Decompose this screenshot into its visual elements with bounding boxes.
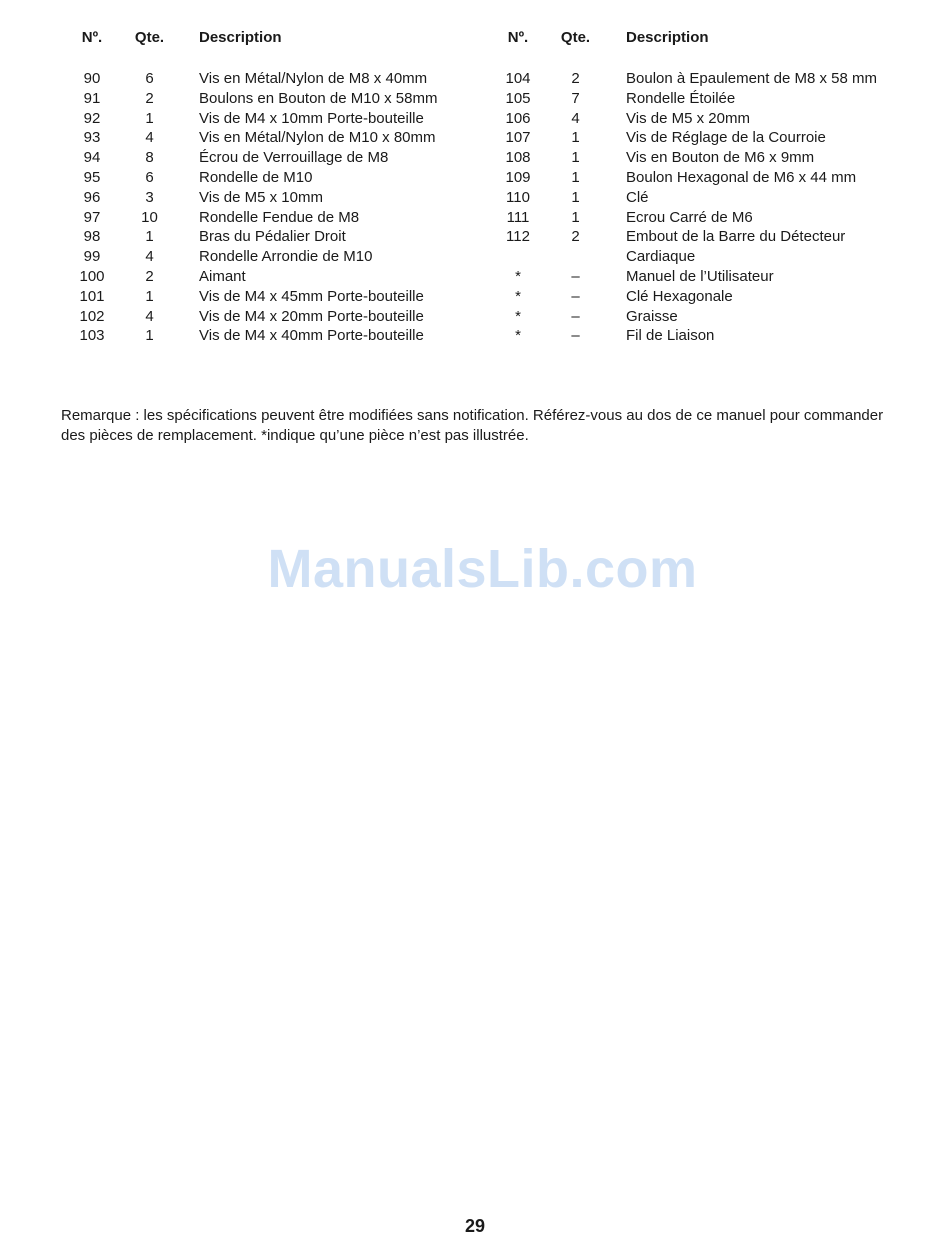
table-row bbox=[488, 287, 898, 307]
part-description: Manuel de l’Utilisateur bbox=[626, 267, 774, 285]
part-number: 110 bbox=[506, 188, 530, 206]
table-row bbox=[488, 128, 898, 148]
part-quantity: 1 bbox=[571, 149, 580, 167]
part-description: Vis de M5 x 10mm bbox=[199, 188, 323, 206]
part-description: Graisse bbox=[626, 307, 678, 325]
part-number: 96 bbox=[83, 188, 101, 206]
part-number: 94 bbox=[83, 149, 101, 167]
part-quantity: 1 bbox=[145, 327, 154, 345]
part-description: Rondelle de M10 bbox=[199, 168, 313, 186]
part-number: 100 bbox=[79, 267, 105, 285]
part-description: Aimant bbox=[199, 267, 246, 285]
part-description: Vis en Métal/Nylon de M10 x 80mm bbox=[199, 129, 436, 147]
part-quantity: 6 bbox=[145, 168, 154, 186]
table-row bbox=[62, 128, 482, 148]
table-row bbox=[488, 168, 898, 188]
part-quantity: 2 bbox=[145, 89, 154, 107]
table-header-left bbox=[62, 28, 482, 48]
part-number: 93 bbox=[83, 129, 101, 147]
table-row bbox=[488, 227, 898, 267]
part-description: Rondelle Fendue de M8 bbox=[199, 208, 360, 226]
table-row bbox=[488, 208, 898, 228]
part-description: Embout de la Barre du Détecteur Cardiaque bbox=[626, 228, 846, 266]
part-description: Clé Hexagonale bbox=[626, 287, 733, 305]
table-row bbox=[62, 109, 482, 129]
part-number: 104 bbox=[505, 70, 531, 87]
part-description: Vis en Métal/Nylon de M8 x 40mm bbox=[199, 70, 428, 87]
table-row bbox=[62, 188, 482, 208]
table-row bbox=[62, 287, 482, 307]
part-number: 92 bbox=[83, 109, 101, 127]
part-number: * bbox=[515, 287, 521, 305]
part-number: 91 bbox=[83, 89, 101, 107]
part-description: Rondelle Arrondie de M10 bbox=[199, 248, 373, 266]
part-quantity: 6 bbox=[145, 70, 154, 87]
part-quantity: – bbox=[571, 327, 580, 345]
part-description: Vis de M5 x 20mm bbox=[626, 109, 750, 127]
table-row bbox=[62, 69, 482, 89]
header-qty: Qte. bbox=[134, 29, 165, 46]
part-quantity: 1 bbox=[145, 228, 154, 246]
table-row bbox=[488, 148, 898, 168]
part-quantity: 7 bbox=[571, 89, 580, 107]
part-quantity: 1 bbox=[571, 188, 580, 206]
table-row bbox=[62, 307, 482, 327]
part-number: 107 bbox=[505, 129, 531, 147]
table-row bbox=[62, 267, 482, 287]
part-number: 106 bbox=[505, 109, 531, 127]
part-number: 112 bbox=[506, 228, 530, 246]
table-row bbox=[488, 307, 898, 327]
table-row bbox=[62, 168, 482, 188]
part-number: * bbox=[515, 307, 521, 325]
header-no: Nº. bbox=[507, 29, 529, 46]
header-description: Description bbox=[199, 29, 282, 46]
table-row bbox=[62, 89, 482, 109]
table-header-right bbox=[488, 28, 898, 48]
part-description: Ecrou Carré de M6 bbox=[626, 208, 753, 226]
part-description: Boulons en Bouton de M10 x 58mm bbox=[199, 89, 438, 107]
table-row bbox=[62, 247, 482, 267]
part-number: 111 bbox=[506, 208, 530, 226]
part-number: * bbox=[515, 327, 521, 345]
parts-table-left bbox=[62, 28, 482, 346]
table-row bbox=[62, 148, 482, 168]
part-description: Vis de Réglage de la Courroie bbox=[626, 129, 826, 147]
part-description: Écrou de Verrouillage de M8 bbox=[199, 149, 389, 167]
part-number: 101 bbox=[79, 287, 105, 305]
table-row bbox=[62, 208, 482, 228]
part-quantity: 4 bbox=[145, 248, 154, 266]
table-row bbox=[488, 326, 898, 346]
part-quantity: 1 bbox=[571, 129, 580, 147]
part-number: 105 bbox=[505, 89, 531, 107]
part-quantity: 4 bbox=[571, 109, 580, 127]
part-description: Vis de M4 x 45mm Porte-bouteille bbox=[199, 287, 424, 305]
part-number: 98 bbox=[83, 228, 101, 246]
part-number: 90 bbox=[83, 70, 101, 87]
header-no: Nº. bbox=[81, 29, 103, 46]
part-quantity: 1 bbox=[145, 287, 154, 305]
table-row bbox=[488, 188, 898, 208]
part-number: 108 bbox=[505, 149, 531, 167]
table-body-right bbox=[488, 69, 898, 346]
part-description: Boulon à Epaulement de M8 x 58 mm bbox=[626, 70, 877, 87]
part-number: 103 bbox=[79, 327, 105, 345]
part-description: Fil de Liaison bbox=[626, 327, 715, 345]
table-row bbox=[488, 89, 898, 109]
part-description: Vis de M4 x 20mm Porte-bouteille bbox=[199, 307, 424, 325]
part-description: Vis de M4 x 10mm Porte-bouteille bbox=[199, 109, 424, 127]
table-row bbox=[62, 326, 482, 346]
part-quantity: 2 bbox=[571, 228, 580, 246]
page-number: 29 bbox=[464, 1216, 486, 1236]
part-number: 95 bbox=[83, 168, 101, 186]
part-quantity: – bbox=[571, 287, 580, 305]
part-quantity: – bbox=[571, 307, 580, 325]
remark-note: Remarque : les spécifications peuvent être modifiées sans notification. Référez-vous au dos de ce manuel pour commander des pièces de remplacement. *indique qu’une pièce n’est pas illustrée. bbox=[61, 407, 884, 444]
parts-table-right bbox=[488, 28, 898, 346]
part-number: 99 bbox=[83, 248, 101, 266]
part-description: Clé bbox=[626, 188, 649, 206]
part-description: Bras du Pédalier Droit bbox=[199, 228, 346, 246]
table-body-left bbox=[62, 69, 482, 346]
part-quantity: 4 bbox=[145, 307, 154, 325]
part-quantity: 2 bbox=[571, 70, 580, 87]
table-row bbox=[488, 109, 898, 129]
part-quantity: 4 bbox=[145, 129, 154, 147]
part-description: Rondelle Étoilée bbox=[626, 89, 736, 107]
part-number: 102 bbox=[79, 307, 105, 325]
part-quantity: 8 bbox=[145, 149, 154, 167]
part-quantity: 3 bbox=[145, 188, 154, 206]
table-row bbox=[488, 267, 898, 287]
part-number: 109 bbox=[505, 168, 531, 186]
table-row bbox=[62, 227, 482, 247]
part-quantity: 1 bbox=[571, 168, 580, 186]
header-qty: Qte. bbox=[560, 29, 591, 46]
part-number: 97 bbox=[83, 208, 101, 226]
part-description: Boulon Hexagonal de M6 x 44 mm bbox=[626, 168, 857, 186]
part-quantity: 1 bbox=[145, 109, 154, 127]
part-quantity: – bbox=[571, 267, 580, 285]
header-description: Description bbox=[626, 29, 709, 46]
part-quantity: 2 bbox=[145, 267, 154, 285]
part-number: * bbox=[515, 267, 521, 285]
part-description: Vis en Bouton de M6 x 9mm bbox=[626, 149, 815, 167]
part-description: Vis de M4 x 40mm Porte-bouteille bbox=[199, 327, 424, 345]
part-quantity: 10 bbox=[141, 208, 158, 226]
part-quantity: 1 bbox=[571, 208, 580, 226]
watermark: ManualsLib.com bbox=[267, 539, 698, 599]
table-row bbox=[488, 69, 898, 89]
